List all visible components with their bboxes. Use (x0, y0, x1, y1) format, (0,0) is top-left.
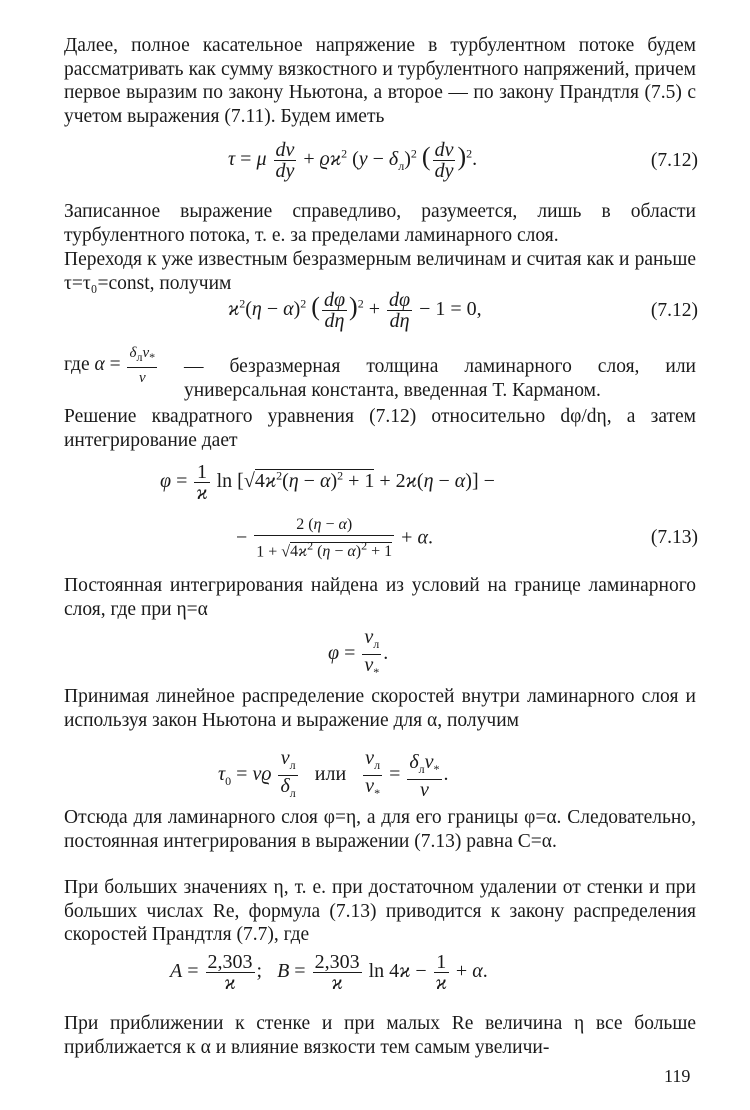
equation-phi-boundary: φ = $\frac{v_л}{v_*}$ . (328, 626, 389, 679)
equation-tau: τ = μ $\frac{dv}{dy}$ + $ϱϰ^2$ $(y - \delta_л)^2$ ( $\frac{dv}{dy}$ )$^2$. (228, 139, 478, 182)
ln-symbol-1: ln (216, 470, 233, 493)
or-word: или (314, 763, 347, 786)
equation-number-3: (7.13) (650, 527, 698, 548)
paragraph-5: Решение квадратного уравнения (7.12) относительно dφ/dη, а затем интегрирование дает (64, 406, 696, 451)
equation-tau0: $\tau_0 = \nu ϱ$ $\frac{v_л}{\delta_л}$ или $\frac{v_л}{v_*}$ = $\frac{\delta_лv_*}{\nu}$ . (218, 747, 449, 801)
ln-symbol-2: ln (368, 960, 385, 983)
equation-number-2: (7.12) (650, 300, 698, 321)
equation-phi-line2: − $\frac{2 (\eta - \alpha)}{1 + √4ϰ^2 (\eta - \alpha)^2 + 1}$ + α. (236, 516, 433, 561)
equation-phi-line1: φ = $\frac{1}{ϰ}$ $\ln [√4ϰ^2(\eta - \alpha)^2 + 1 + 2ϰ(\eta - \alpha)]$ − (160, 461, 495, 504)
alpha-description: — безразмерная толщина ламинарного слоя, или универсальная константа, введенная Т. Карманом. (184, 356, 696, 401)
alpha-lead: где (64, 353, 90, 375)
page-number: 119 (664, 1066, 691, 1086)
paragraph-9: При больших значениях η, т. е. при достаточном удалении от стенки и при больших числах Re, формула (7.13) приводится к закону распределения скоростей Прандтля (7.7), где (64, 877, 696, 945)
paragraph-2: Записанное выражение справедливо, разумеется, лишь в области турбулентного потока, т. е. за пределами ламинарного слоя. (64, 201, 696, 246)
paragraph-8: Отсюда для ламинарного слоя φ=η, а для его границы φ=α. Следовательно, постоянная интегрирования в выражении (7.13) равна C=α. (64, 807, 696, 852)
alpha-definition: где α = $\frac{\delta_лv_*}{\nu}$ (64, 345, 156, 386)
paragraph-3: Переходя к уже известным безразмерным величинам и считая как и раньше τ=τ₀=const, получим (64, 249, 696, 294)
paragraph-10: При приближении к стенке и при малых Re величина η все больше приближается к α и влияние вязкости тем самым увеличи- (64, 1013, 696, 1058)
paragraph-1: Далее, полное касательное напряжение в турбулентном потоке будем рассматривать как сумму вязкостного и турбулентного напряжений, причем первое выразим по закону Ньютона, а второе — по закону Прандтля (7.5) с учетом выражения (7.11). Будем иметь (64, 35, 696, 127)
equation-number-1: (7.12) (650, 150, 698, 171)
paragraph-6: Постоянная интегрирования найдена из условий на границе ламинарного слоя, где при η=α (64, 575, 696, 620)
equation-dimensionless: $ϰ^2(\eta - \alpha)^2$ ( $\frac{d\varphi}{d\eta}$ )$^2$ + $\frac{d\varphi}{d\eta}$ − 1 = 0, (228, 289, 482, 332)
equation-A-B: A = $\frac{2,303}{ϰ}$ ; B = $\frac{2,303}{ϰ}$ ln 4ϰ − $\frac{1}{ϰ}$ + α. (170, 951, 488, 994)
paragraph-7: Принимая линейное распределение скоростей внутри ламинарного слоя и используя закон Ньютона и выражение для α, получим (64, 686, 696, 731)
